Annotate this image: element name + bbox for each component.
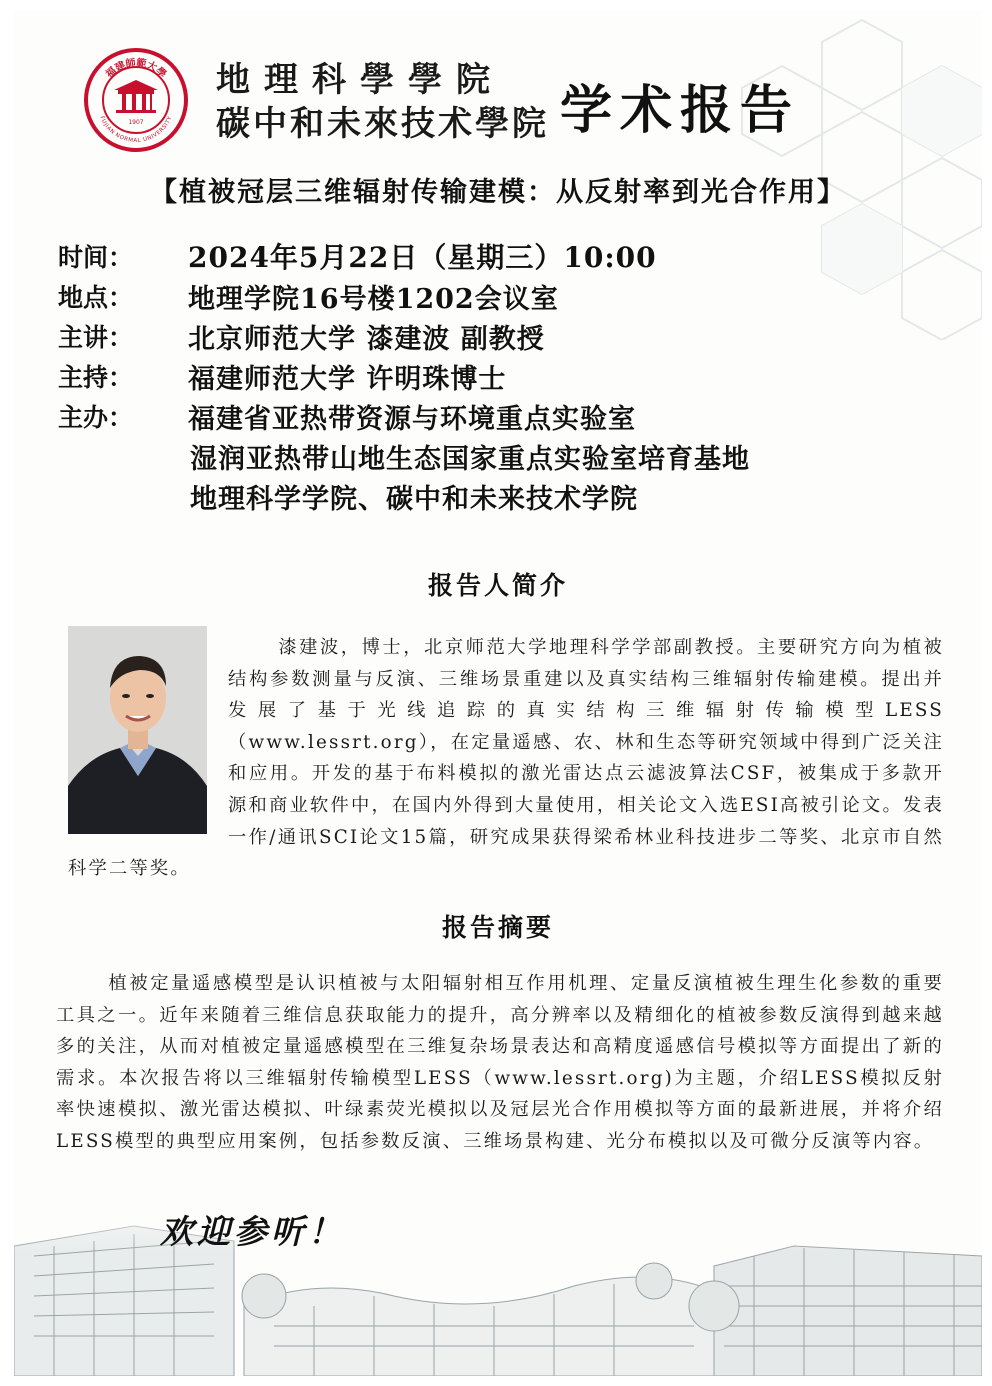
info-label-location: 地点： <box>58 283 134 312</box>
school-name-carbon: 碳中和未來技术學院 <box>216 104 549 144</box>
info-row-time <box>58 236 750 276</box>
info-value-speaker: 北京师范大学 漆建波 副教授 <box>188 323 545 355</box>
seal-year: 1907 <box>128 119 144 126</box>
seal-bottom-text: FUJIAN NORMAL UNIVERSITY <box>98 115 174 145</box>
info-value-time: 2024年5月22日（星期三）10:00 <box>188 241 657 274</box>
speaker-bio <box>68 632 944 885</box>
info-row-location <box>58 276 750 316</box>
info-value-organizer: 福建省亚热带资源与环境重点实验室 <box>188 403 636 435</box>
info-row-organizer <box>58 396 750 436</box>
svg-text:福建師範大學 <box>102 56 169 81</box>
school-name-geography: 地理科學學院 <box>216 60 504 100</box>
info-value-organizer-3: 地理科学学院、碳中和未来技术学院 <box>190 483 638 515</box>
info-label-host: 主持： <box>58 363 134 392</box>
speaker-bio-text: 漆建波，博士，北京师范大学地理科学学部副教授。主要研究方向为植被结构参数测量与反演、三维场景重建以及真实结构三维辐射传输建模。提出并发展了基于光线追踪的真实结构三维辐射传输模型LESS（www.lessrt.org），在定量遥感、农、林和生态等研究领域中得到广泛关注和应用。开发的基于布料模拟的激光雷达点云滤波算法CSF，被集成于多款开源和商业软件中，在国内外得到大量使用，相关论文入选ESI高被引论文。发表一作/通讯SCI论文15篇，研究成果获得梁希林业科技进步二等奖、北京市自然科学二等奖。 <box>68 637 944 880</box>
info-row-organizer-3 <box>58 476 750 516</box>
school-names <box>216 58 549 146</box>
info-label-organizer: 主办： <box>58 403 134 432</box>
university-seal-icon <box>84 48 188 152</box>
report-type: 学术报告 <box>560 80 801 141</box>
info-row-organizer-2 <box>58 436 750 476</box>
abstract-heading: 报告摘要 <box>441 913 554 942</box>
info-label-speaker: 主讲： <box>58 323 134 352</box>
abstract <box>56 968 944 1158</box>
info-row-speaker <box>58 316 750 356</box>
info-value-host: 福建师范大学 许明珠博士 <box>188 363 507 395</box>
info-value-organizer-2: 湿润亚热带山地生态国家重点实验室培育基地 <box>190 443 750 475</box>
seal-top-text: 福建師範大學 <box>104 57 168 81</box>
info-value-location: 地理学院16号楼1202会议室 <box>188 283 559 315</box>
info-row-host <box>58 356 750 396</box>
info-label-time: 时间： <box>58 243 134 272</box>
welcome-text: 欢迎参听！ <box>160 1212 345 1251</box>
poster <box>14 10 982 1376</box>
report-title: 【植被冠层三维辐射传输建模：从反射率到光合作用】 <box>150 177 846 208</box>
event-info <box>58 236 750 516</box>
speaker-heading: 报告人简介 <box>427 571 568 600</box>
abstract-text: 植被定量遥感模型是认识植被与太阳辐射相互作用机理、定量反演植被生理生化参数的重要工具之一。近年来随着三维信息获取能力的提升，高分辨率以及精细化的植被参数反演得到越来越多的关注，从而对植被定量遥感模型在三维复杂场景表达和高精度遥感信号模拟等方面提出了新的需求。本次报告将以三维辐射传输模型LESS（www.lessrt.org)为主题，介绍LESS模拟反射率快速模拟、激光雷达模拟、叶绿素荧光模拟以及冠层光合作用模拟等方面的最新进展，并将介绍LESS模型的典型应用案例，包括参数反演、三维场景构建、光分布模拟以及可微分反演等内容。 <box>56 973 944 1152</box>
